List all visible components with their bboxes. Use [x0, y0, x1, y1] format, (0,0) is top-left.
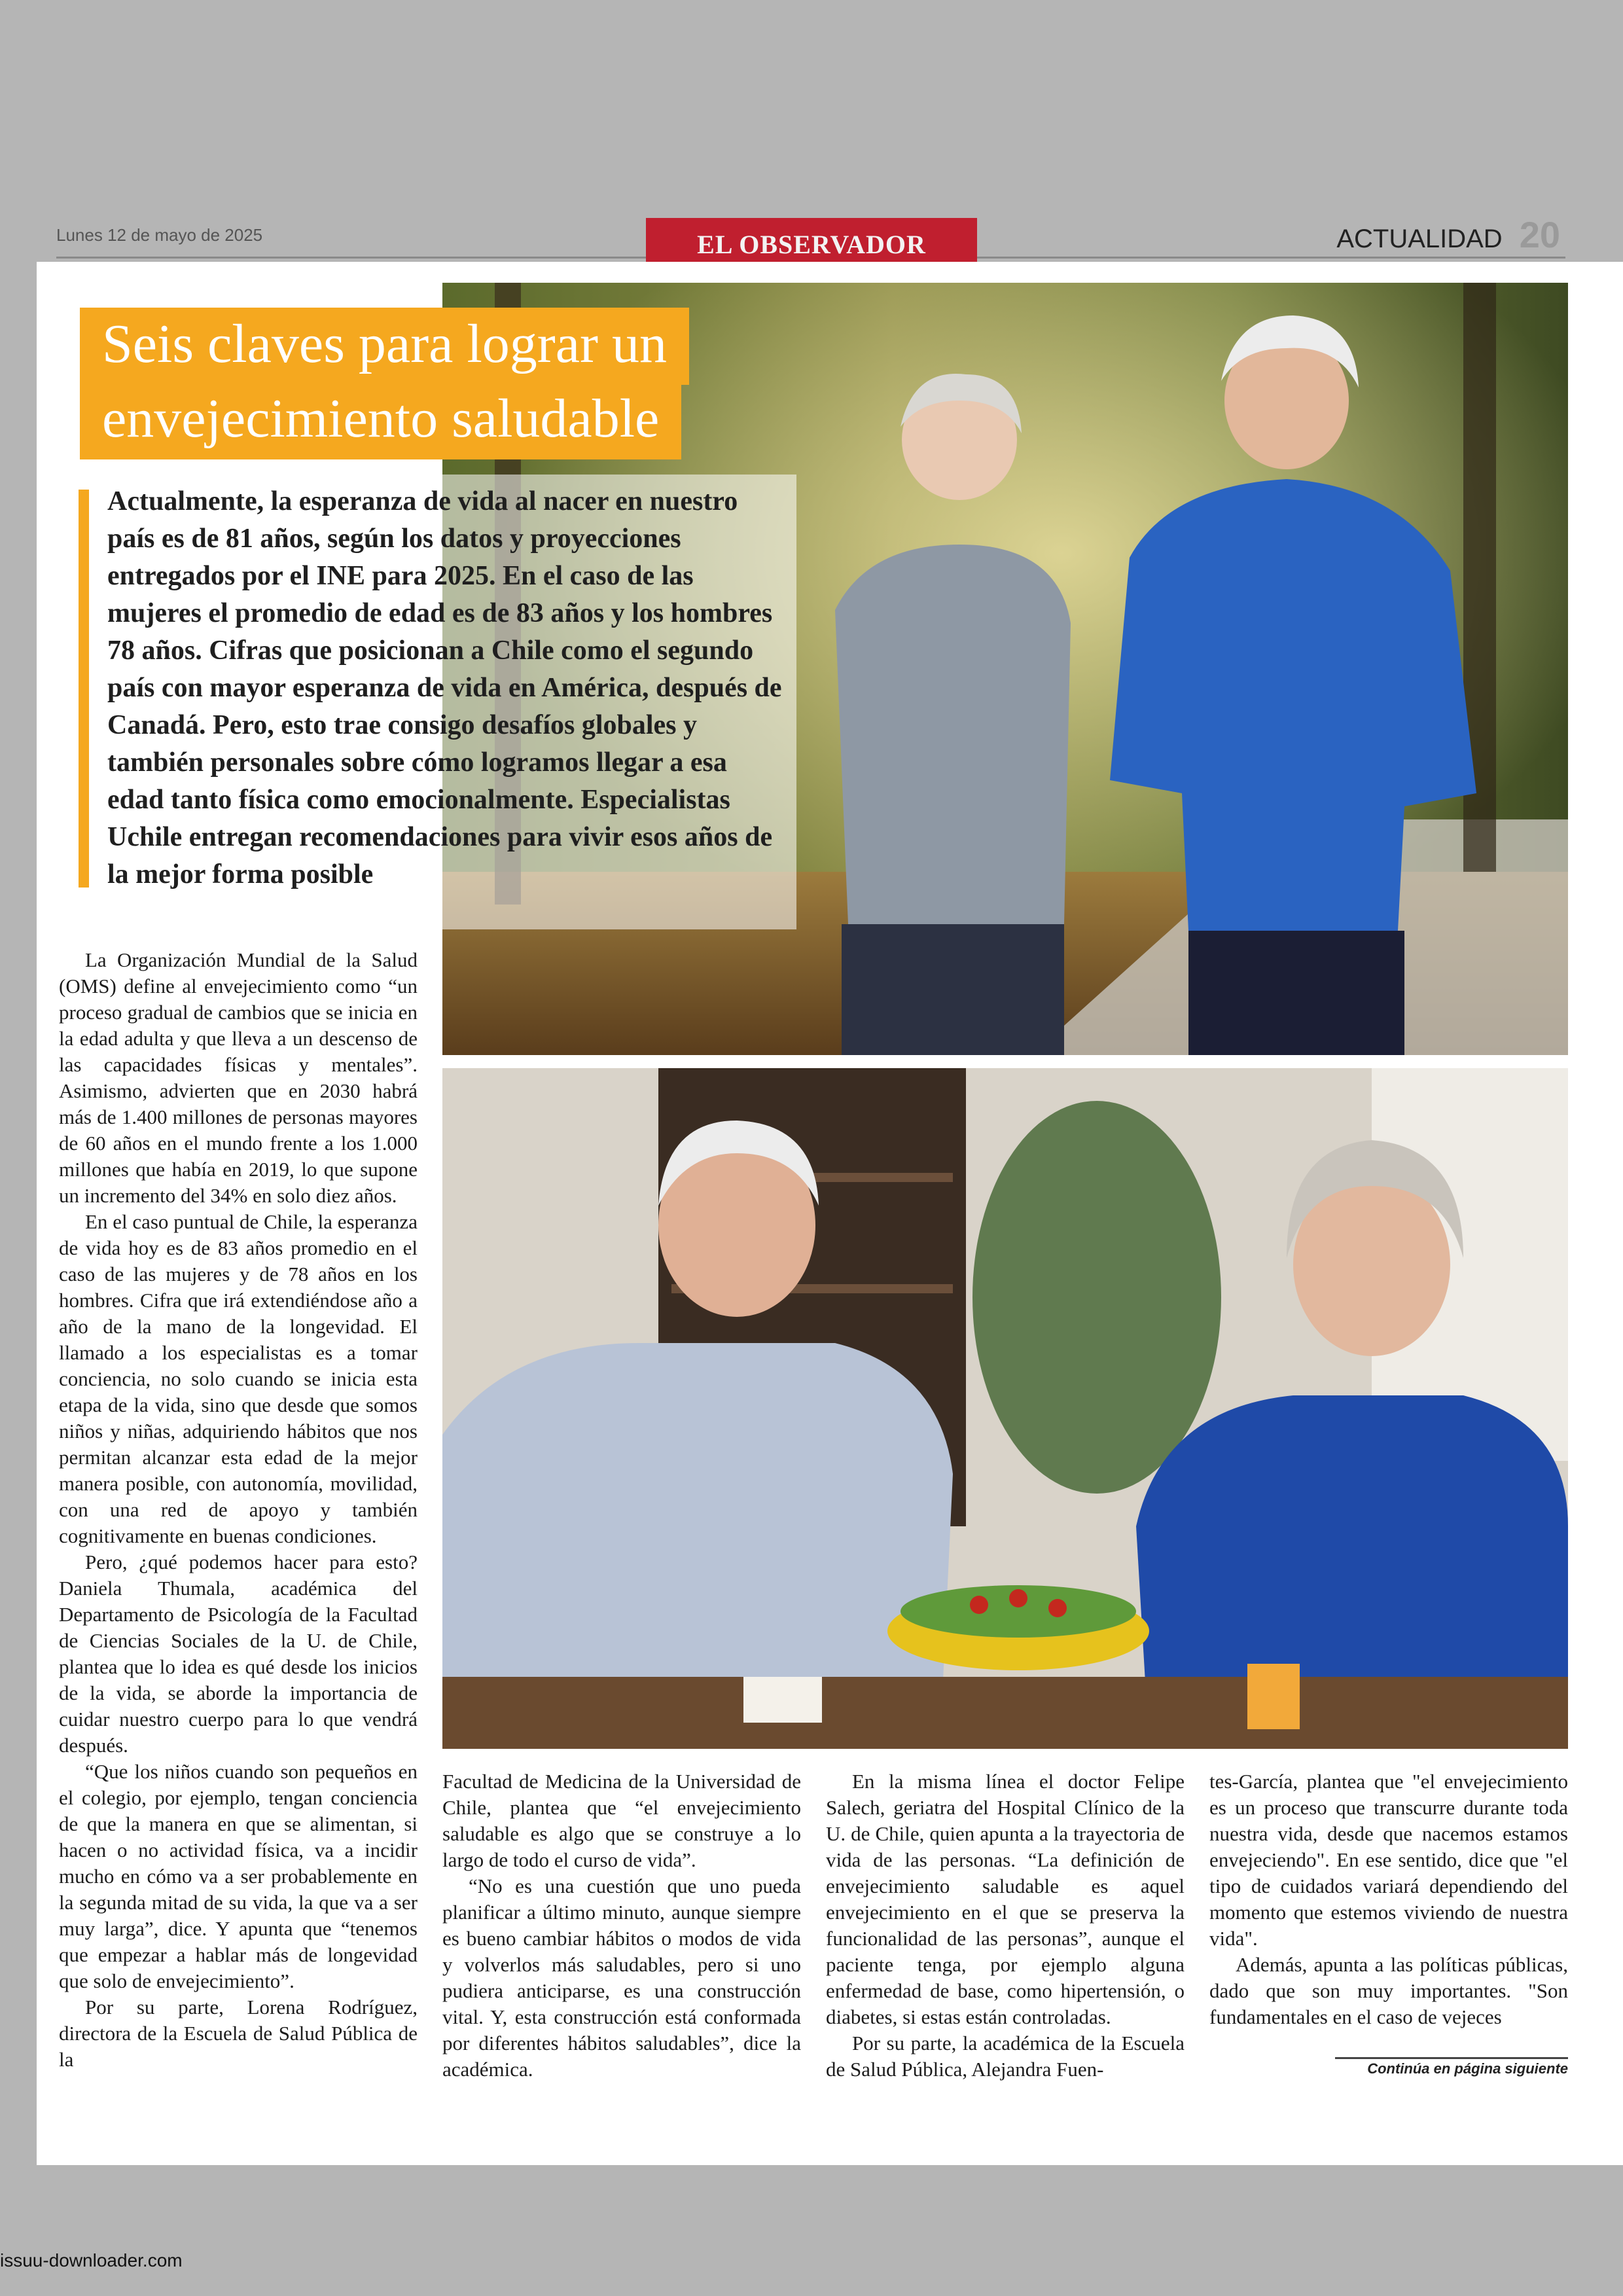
body-column-3 — [826, 1768, 1185, 2083]
paragraph: La Organización Mundial de la Salud (OMS) define al envejecimiento como “un proceso gradual de cambios que se inicia en la edad adulta y que lleva a un descenso de las capacidades físicas y mentales”. Asimismo, advierten que en 2030 habrá más de 1.400 millones de personas mayores de 60 años en el mundo frente a los 1.000 millones que había en 2019, lo que supone un incremento del 34% en solo diez años. — [59, 948, 418, 1207]
issue-date: Lunes 12 de mayo de 2025 — [56, 225, 263, 245]
continued-note: Continúa en página siguiente — [1367, 2060, 1568, 2077]
paragraph: En el caso puntual de Chile, la esperanza de vida hoy es de 83 años promedio en el caso de las mujeres y de 78 años en los hombres. Cifra que irá extendiéndose año a año de la mano de la longevidad. El llamado a los especialistas es a tomar conciencia, no solo cuando se inicia esta etapa de la vida, sino que desde que somos niños y niñas, adquiriendo hábitos que nos permitan alcanzar esta edad de la mejor manera posible, con autonomía, movilidad, con una red de apoyo y también cognitivamente en buenas condiciones. — [59, 1210, 418, 1547]
paragraph: Facultad de Medicina de la Universidad de Chile, plantea que “el envejecimiento saludable es algo que se construye a lo largo de todo el curso de vida”. — [442, 1770, 801, 1871]
paragraph: “Que los niños cuando son pequeños en el colegio, por ejemplo, tengan conciencia de que la manera en que se alimentan, si hacen o no actividad física, va a incidir mucho en cómo va a ser probablemente en la segunda mitad de su vida, la que va a ser muy larga”, dice. Y apunta que “tenemos que empezar a hablar más de longevidad que solo de envejecimiento”. — [59, 1760, 418, 1992]
paragraph: En la misma línea el doctor Felipe Salech, geriatra del Hospital Clínico de la U. de Chile, quien apunta a la trayectoria de vida de las personas. “La definición de envejecimiento saludable es aquel envejecimiento en el que se preserva la funcionalidad de las personas”, aunque el paciente tenga, por ejemplo alguna enfermedad de base, como hipertensión, o diabetes, si estas están controladas. — [826, 1770, 1185, 2028]
section-header — [1336, 213, 1560, 256]
paragraph: tes-García, plantea que "el envejecimiento es un proceso que transcurre durante toda nuestra vida, desde que nacemos estamos envejeciendo". En ese sentido, dice que "el tipo de cuidados variará dependiendo del momento que estemos viviendo de nuestra vida". — [1209, 1770, 1568, 1950]
continued-rule — [1335, 2057, 1568, 2059]
paragraph: Además, apunta a las políticas públicas, dado que son muy importantes. "Son fundamentales en el caso de vejeces — [1209, 1953, 1568, 2028]
article-lead: Actualmente, la esperanza de vida al nacer en nuestro país es de 81 años, según los datos y proyecciones entregados por el INE para 2025. En el caso de las mujeres el promedio de edad es de 83 años y los hombres 78 años. Cifras que posicionan a Chile como el segundo país con mayor esperanza de vida en América, después de Canadá. Pero, esto trae consigo desafíos globales y también personales sobre cómo logramos llegar a esa edad tanto física como emocionalmente. Especialistas Uchile entregan recomendaciones para vivir esos años de la mejor forma posible — [107, 486, 782, 889]
newspaper-masthead: EL OBSERVADOR — [646, 218, 977, 270]
page-number: 20 — [1519, 214, 1560, 255]
paragraph: Por su parte, la académica de la Escuela de Salud Pública, Alejandra Fuen- — [826, 2032, 1185, 2081]
body-column-1 — [59, 947, 418, 2073]
body-column-2 — [442, 1768, 801, 2083]
watermark-text: issuu-downloader.com — [0, 2250, 183, 2270]
photo-couple-salad — [442, 1068, 1568, 1749]
paragraph: “No es una cuestión que uno pueda planificar a último minuto, aunque siempre es bueno cambiar hábitos o modos de vida y volverlos más saludables, pero si uno pudiera anticiparse, es una construcción vital. Y, esta construcción está conformada por diferentes hábitos saludables”, dice la académica. — [442, 1874, 801, 2081]
article-title-line-1: Seis claves para lograr un — [80, 308, 689, 385]
body-column-4 — [1209, 1768, 1568, 2030]
article-title-line-2: envejecimiento saludable — [80, 382, 681, 459]
paragraph: Por su parte, Lorena Rodríguez, directora de la Escuela de Salud Pública de la — [59, 1996, 418, 2071]
section-name: ACTUALIDAD — [1336, 224, 1503, 253]
paragraph: Pero, ¿qué podemos hacer para esto? Daniela Thumala, académica del Departamento de Psicología de la Facultad de Ciencias Sociales de la U. de Chile, plantea que lo idea es qué desde los inicios de la vida, se aborde la importancia de cuidar nuestro cuerpo para lo que vendrá después. — [59, 1551, 418, 1757]
lead-accent-bar — [79, 490, 89, 888]
